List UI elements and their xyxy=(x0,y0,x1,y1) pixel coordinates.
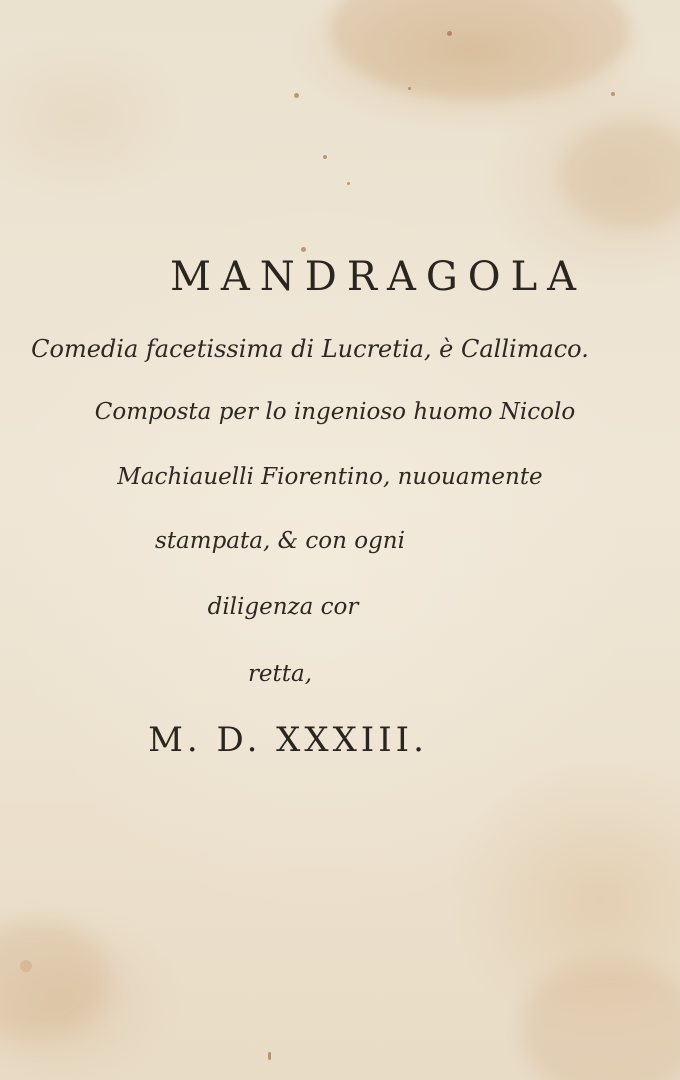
foxing-spot xyxy=(294,93,299,98)
correction-line: diligenza cor xyxy=(207,594,359,620)
foxing-spot xyxy=(323,155,327,159)
foxing-spot xyxy=(20,960,32,972)
foxing-spot xyxy=(301,247,306,252)
correction-line-end: retta, xyxy=(247,661,313,687)
water-stain xyxy=(330,0,630,100)
water-stain xyxy=(0,920,110,1040)
foxing-spot xyxy=(611,92,615,96)
foxing-spot xyxy=(347,182,350,185)
book-title: MANDRAGOLA xyxy=(169,254,587,300)
foxing-spot xyxy=(447,31,452,36)
water-stain xyxy=(520,960,680,1080)
water-stain xyxy=(560,120,680,230)
publication-date: M. D. XXXIII. xyxy=(148,720,428,760)
author-name-line: Machiauelli Fiorentino, nuouamente xyxy=(117,464,543,490)
printing-line: stampata, & con ogni xyxy=(155,528,405,554)
subtitle-line: Comedia facetissima di Lucretia, è Callimaco. xyxy=(31,335,589,363)
foxing-spot xyxy=(268,1052,271,1060)
author-line: Composta per lo ingenioso huomo Nicolo xyxy=(94,399,576,425)
foxing-spot xyxy=(408,87,411,90)
